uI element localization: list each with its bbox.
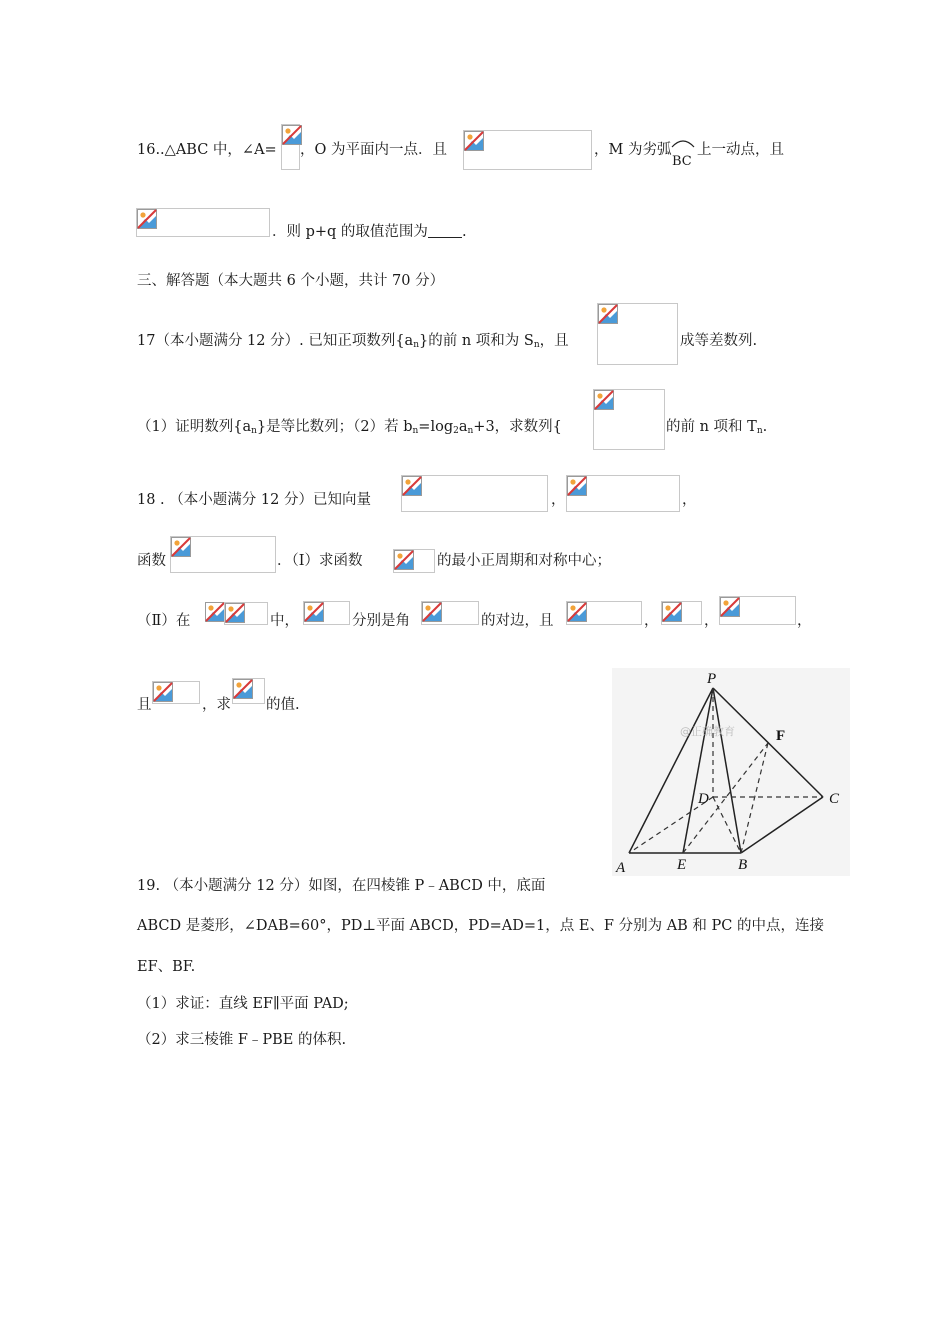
broken-image-icon [720, 597, 740, 617]
label-C: C [829, 791, 840, 807]
q17-text-4: 的前 n 项和 $T_n$. [666, 419, 768, 436]
formula-image [719, 596, 796, 625]
broken-image-icon [402, 476, 422, 496]
formula-image [232, 678, 265, 704]
q18-text-11: ， [644, 613, 659, 629]
q17-text-2: 成等差数列. [680, 333, 758, 349]
q18-text-9: 分别是角 [352, 613, 410, 629]
formula-image [393, 549, 435, 573]
q18-text-10: 的对边，且 [481, 613, 554, 629]
q18-text-8: 中， [270, 613, 299, 629]
broken-image-icon [662, 602, 682, 622]
broken-image-icon [422, 602, 442, 622]
broken-image-icon [153, 682, 173, 702]
q19-line3: EF、BF. [137, 959, 196, 975]
q17-text-3: （1）证明数列$\{a_n\}$是等比数列；（2）若 $b_n=\log_2a_n+3$，求数列{ [137, 419, 562, 436]
broken-image-icon [598, 304, 618, 324]
q19-part2: （2）求三棱锥 F﹣PBE 的体积. [137, 1032, 347, 1048]
label-B: B [738, 857, 748, 873]
formula-image [224, 602, 268, 625]
formula-image [593, 389, 665, 450]
formula-image [421, 601, 479, 625]
broken-image-icon [567, 476, 587, 496]
label-F: F [776, 728, 786, 744]
label-A: A [616, 860, 626, 876]
figure-background [612, 668, 850, 876]
q18-text-5: ．（Ⅰ）求函数 [277, 553, 363, 569]
q18-text-1: 18 . （本小题满分 12 分）已知向量 [137, 492, 371, 508]
formula-image [463, 130, 592, 170]
formula-image [152, 681, 200, 704]
arc-label: BC [672, 154, 692, 169]
broken-image-icon [304, 602, 324, 622]
broken-image-icon [594, 390, 614, 410]
label-D: D [698, 791, 709, 807]
section-title: 三、解答题（本大题共 6 个小题，共计 70 分） [137, 273, 445, 289]
broken-image-icon [225, 603, 245, 623]
formula-image [170, 536, 276, 573]
q18-text-16: 的值. [266, 697, 300, 713]
watermark: @正确教育 [680, 725, 735, 738]
q18-text-14: 且 [137, 697, 152, 713]
q18-text-15: ，求 [202, 697, 231, 713]
q19-part1: （1）求证：直线 EF∥平面 PAD; [137, 996, 349, 1012]
formula-image [136, 208, 270, 237]
formula-image [303, 601, 350, 625]
label-P: P [707, 671, 717, 687]
q16-text-3: ，M 为劣弧 [594, 142, 672, 158]
formula-image [566, 601, 642, 625]
q18-text-3: ， [682, 492, 697, 508]
answer-blank [428, 223, 462, 238]
q18-text-13: ， [797, 613, 812, 629]
formula-image [661, 601, 702, 625]
formula-image [597, 303, 678, 365]
formula-image [566, 475, 680, 512]
formula-image [401, 475, 548, 512]
q18-text-7: （Ⅱ）在 [137, 613, 191, 629]
broken-image-icon [464, 131, 484, 151]
pyramid-figure [612, 668, 850, 876]
q19-line1: 19. （本小题满分 12 分）如图，在四棱锥 P﹣ABCD 中，底面 [137, 878, 546, 894]
q18-text-4: 函数 [137, 553, 166, 569]
broken-image-icon [137, 209, 157, 229]
broken-image-icon [171, 537, 191, 557]
broken-image-icon [394, 550, 414, 570]
label-E: E [677, 857, 687, 873]
arc-symbol-icon [670, 138, 696, 148]
q16-text-4: 上一动点，且 [697, 142, 784, 158]
q18-text-2: ， [551, 492, 566, 508]
broken-image-icon [567, 602, 587, 622]
q16-text-2: ，O 为平面内一点．且 [300, 142, 447, 158]
broken-image-icon [205, 602, 225, 622]
q16-text-1: 16..△ABC 中，∠A= [137, 142, 277, 158]
q18-text-6: 的最小正周期和对称中心； [437, 553, 611, 569]
formula-image [205, 602, 225, 625]
q18-text-12: ， [704, 613, 719, 629]
broken-image-icon [233, 679, 253, 699]
broken-image-icon [282, 125, 302, 145]
q17-text-1: 17（本小题满分 12 分）. 已知正项数列$\{a_n\}$的前 n 项和为 $S_n$，且 [137, 333, 569, 350]
q19-line2: ABCD 是菱形，∠DAB=60°，PD⊥平面 ABCD，PD=AD=1，点 E、F 分别为 AB 和 PC 的中点，连接 [137, 918, 824, 934]
formula-image [281, 124, 300, 170]
q16-question: ．则 p+q 的取值范围为 . [272, 224, 467, 240]
